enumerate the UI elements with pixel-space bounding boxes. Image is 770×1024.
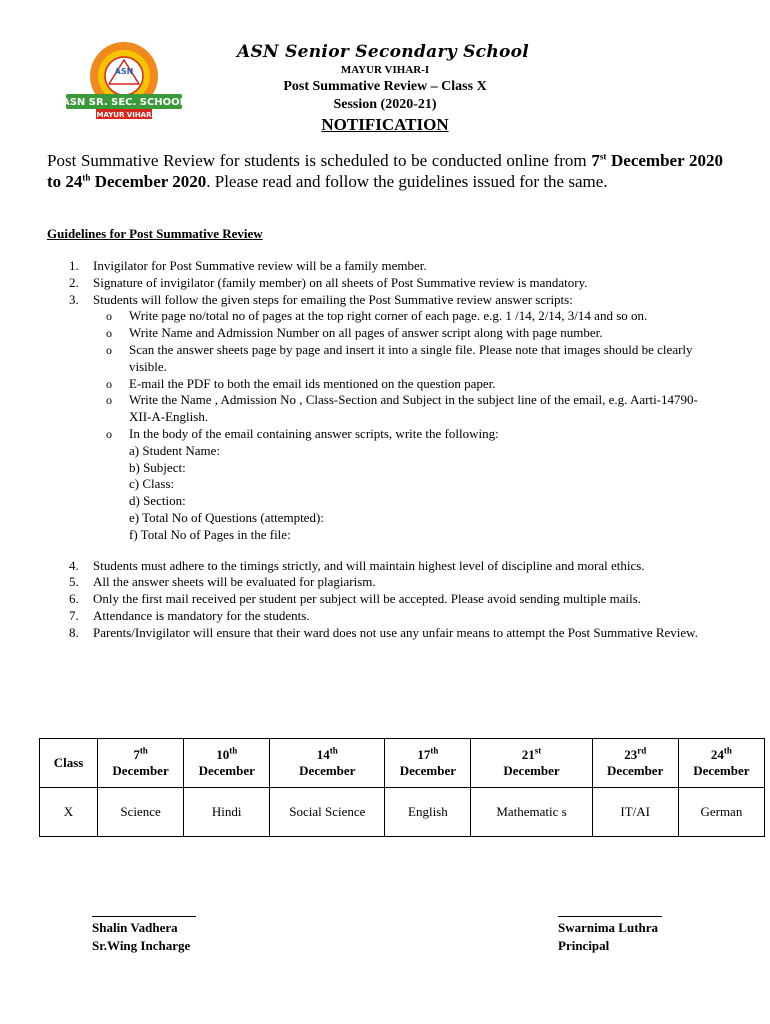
list-item: o Write the Name , Admission No , Class-Section and Subject in the subject line of the email, e.g. Aarti-14790-XII-A-English. [106, 392, 698, 425]
email-fields [129, 443, 717, 544]
class-header: Class [40, 739, 98, 788]
list-item: 5. All the answer sheets will be evaluated for plagiarism. [69, 574, 376, 590]
date-header: 7th December [98, 739, 184, 788]
intro-paragraph: Post Summative Review for students is scheduled to be conducted online from 7st December 2020 to 24th December 2020. Please read and follow the guidelines issued for the same. [47, 151, 724, 191]
date-header: 14th December [270, 739, 385, 788]
signature-left [92, 900, 196, 955]
email-steps-list [93, 308, 717, 543]
guidelines-list [47, 258, 717, 642]
list-item: o E-mail the PDF to both the email ids mentioned on the question paper. [106, 375, 496, 391]
field-line: f) Total No of Pages in the file: [129, 526, 291, 542]
school-locality: MAYUR VIHAR-I [340, 64, 430, 76]
list-item: 1. Invigilator for Post Summative review will be a family member. [69, 258, 427, 273]
signatory-name: Shalin Vadhera [92, 920, 178, 935]
list-item: 8. Parents/Invigilator will ensure that their ward does not use any unfair means to attempt the Post Summative Review. [69, 624, 698, 640]
list-item: o Write page no/total no of pages at the top right corner of each page. e.g. 1 /14, 2/14, 3/14 and so on. [106, 308, 648, 324]
signatory-title: Sr.Wing Incharge [92, 938, 191, 953]
review-title: Post Summative Review – Class X [283, 79, 487, 94]
field-line: d) Section: [129, 493, 186, 509]
signature-right [558, 900, 662, 955]
date-header: 10th December [184, 739, 270, 788]
field-line: a) Student Name: [129, 442, 220, 458]
signatory-name: Swarnima Luthra [558, 920, 659, 935]
subject-cell: IT/AI [592, 788, 678, 837]
subject-cell: English [385, 788, 471, 837]
logo-banner: ASN SR. SEC. SCHOOL [62, 97, 186, 108]
list-item: 6. Only the first mail received per student per subject will be accepted. Please avoid sending multiple mails. [69, 591, 642, 607]
list-item: 4. Students must adhere to the timings strictly, and will maintain highest level of discipline and moral ethics. [69, 557, 645, 573]
notification-heading: NOTIFICATION [321, 115, 449, 134]
field-line: b) Subject: [129, 459, 186, 475]
list-item: o In the body of the email containing answer scripts, write the following: a) Student Name: b) Subject: c) Class: d) Section: e) Total No of Questions (attempted): f) Total No of Pages in the file: [93, 426, 717, 544]
date-header: 17th December [385, 739, 471, 788]
school-name: ASN Senior Secondary School [236, 42, 530, 62]
field-line: e) Total No of Questions (attempted): [129, 509, 324, 525]
table-header-row [40, 739, 765, 788]
signature-line [92, 900, 196, 917]
subject-cell: Mathematic s [471, 788, 592, 837]
list-item: 2. Signature of invigilator (family member) on all sheets of Post Summative review is mandatory. [69, 274, 588, 290]
subject-cell: Hindi [184, 788, 270, 837]
field-line: c) Class: [129, 476, 175, 492]
signatory-title: Principal [558, 938, 610, 953]
subject-cell: German [678, 788, 764, 837]
logo-location: MAYUR VIHAR [96, 111, 152, 119]
signature-line [558, 900, 662, 917]
session-title: Session (2020-21) [333, 97, 437, 112]
date-header: 24th December [678, 739, 764, 788]
logo-initial-a: ASN [114, 67, 134, 76]
date-header: 21st December [471, 739, 592, 788]
guidelines-title: Guidelines for Post Summative Review [47, 226, 263, 241]
subject-cell: Social Science [270, 788, 385, 837]
list-item: o Write Name and Admission Number on all pages of answer script along with page number. [106, 325, 603, 341]
subject-cell: Science [98, 788, 184, 837]
schedule-table [39, 738, 765, 837]
date-header: 23rd December [592, 739, 678, 788]
list-item: 3. Students will follow the given steps for emailing the Post Summative review answer scripts: o Write page no/total no of pages at the top right corner of each page. e.g. 1 /14, 2/14, 3/14 and so on. o Write Name and Admission Number on all pages of answer script along with page number. o Scan the answer sheets page by page and insert it into a single file. Please note that images should be clearly visible. o E-mail the PDF to both the email ids mentioned on the question paper. o Write the Name , Admission No , Class-Section and Subject in the subject line of the email, e.g. Aarti-14790-XII-A-English. o In the body of the email containing answer scripts, write the following: a) Student Name: b) Subject: c) Class: d) Section: e) Total No of Questions (attempted): f) Total No of Pages in the file: [47, 292, 717, 544]
list-item: 7. Attendance is mandatory for the students. [69, 607, 310, 623]
list-item: o Scan the answer sheets page by page and insert it into a single file. Please note that images should be clearly visible. [106, 341, 693, 374]
class-cell: X [40, 788, 98, 837]
table-row [40, 788, 765, 837]
